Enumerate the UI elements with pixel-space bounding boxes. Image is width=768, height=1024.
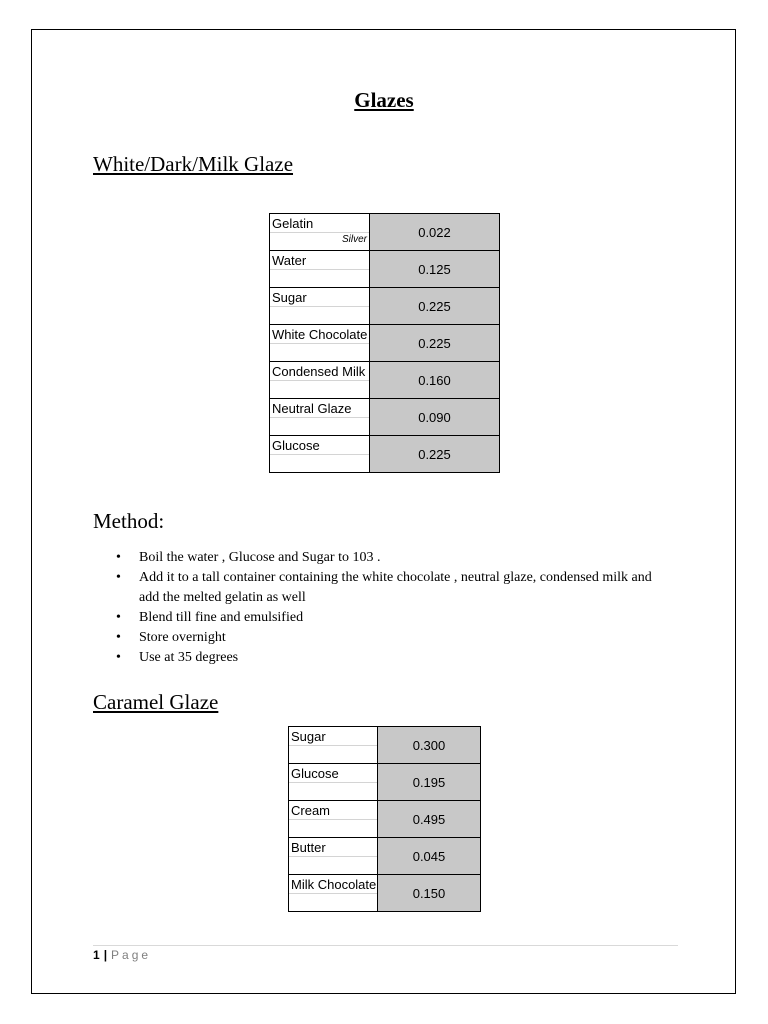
ingredient-name: Cream	[291, 803, 331, 818]
method-heading: Method:	[93, 509, 165, 533]
cell-divider	[289, 782, 377, 783]
ingredient-name: Sugar	[272, 290, 307, 305]
ingredient-cell	[270, 362, 370, 399]
ingredient-name: Water	[272, 253, 307, 268]
amount-cell: 0.225	[370, 325, 500, 362]
table-row	[270, 325, 500, 362]
cell-divider	[270, 417, 369, 418]
ingredient-name: Glucose	[291, 766, 339, 781]
method-step	[93, 568, 673, 608]
cell-divider	[289, 819, 377, 820]
ingredient-note: Silver	[341, 234, 367, 245]
amount-cell: 0.300	[378, 727, 481, 764]
caramel-glaze-heading-text: Caramel Glaze	[93, 690, 219, 714]
white-dark-milk-glaze-table	[269, 213, 500, 473]
table-row	[270, 362, 500, 399]
amount-cell: 0.195	[378, 764, 481, 801]
cell-divider	[289, 856, 377, 857]
ingredient-cell	[270, 251, 370, 288]
method-step-text: Add it to a tall container containing the white chocolate , neutral glaze, condensed milk and add the melted gelatin as well	[139, 570, 652, 605]
method-step-text: Use at 35 degrees	[139, 650, 239, 665]
bullet-icon: •	[116, 630, 121, 645]
bullet-icon: •	[116, 650, 121, 665]
page-number: 1	[93, 948, 100, 962]
footer-separator: |	[103, 948, 108, 962]
table-row	[289, 875, 481, 912]
amount-cell: 0.225	[370, 288, 500, 325]
table-row	[270, 399, 500, 436]
footer-divider	[93, 945, 678, 946]
cell-divider	[270, 343, 369, 344]
ingredient-name: Condensed Milk	[272, 364, 366, 379]
cell-divider	[289, 745, 377, 746]
document-title: Glazes	[354, 88, 414, 112]
ingredient-cell	[270, 436, 370, 473]
table-row	[270, 288, 500, 325]
white-dark-milk-glaze-heading	[93, 152, 293, 176]
page-word: Page	[111, 948, 152, 962]
table-row	[289, 727, 481, 764]
method-list	[93, 548, 673, 668]
table-row	[270, 436, 500, 473]
ingredient-name: Sugar	[291, 729, 326, 744]
amount-cell: 0.495	[378, 801, 481, 838]
cell-divider	[270, 306, 369, 307]
ingredient-cell	[270, 288, 370, 325]
table-row	[289, 838, 481, 875]
method-step	[93, 648, 673, 668]
ingredient-cell	[289, 727, 378, 764]
ingredient-cell	[289, 875, 378, 912]
method-step	[93, 628, 673, 648]
ingredient-name: White Chocolate	[272, 327, 368, 342]
cell-divider	[270, 454, 369, 455]
caramel-glaze-table	[288, 726, 481, 912]
ingredient-cell	[270, 399, 370, 436]
amount-cell: 0.090	[370, 399, 500, 436]
method-step-text: Store overnight	[139, 630, 226, 645]
ingredient-name: Glucose	[272, 438, 320, 453]
cell-divider	[289, 893, 377, 894]
white-dark-milk-glaze-heading-text: White/Dark/Milk Glaze	[93, 152, 294, 176]
cell-divider	[270, 380, 369, 381]
ingredient-name: Milk Chocolate	[291, 877, 377, 892]
ingredient-name: Gelatin	[272, 216, 314, 231]
method-step	[93, 608, 673, 628]
bullet-icon: •	[116, 610, 121, 625]
cell-divider	[270, 269, 369, 270]
ingredient-cell	[289, 801, 378, 838]
amount-cell: 0.160	[370, 362, 500, 399]
cell-divider	[270, 232, 369, 233]
caramel-glaze-heading	[93, 690, 218, 714]
page-footer	[93, 948, 151, 962]
table-row	[270, 214, 500, 251]
bullet-icon: •	[116, 570, 121, 585]
table-row	[289, 764, 481, 801]
amount-cell: 0.225	[370, 436, 500, 473]
method-step-text: Blend till fine and emulsified	[139, 610, 304, 625]
amount-cell: 0.150	[378, 875, 481, 912]
method-step-text: Boil the water , Glucose and Sugar to 103 .	[139, 550, 381, 565]
bullet-icon: •	[116, 550, 121, 565]
ingredient-cell	[270, 325, 370, 362]
ingredient-name: Neutral Glaze	[272, 401, 352, 416]
table-row	[270, 251, 500, 288]
amount-cell: 0.022	[370, 214, 500, 251]
table-row	[289, 801, 481, 838]
amount-cell: 0.045	[378, 838, 481, 875]
method-step	[93, 548, 673, 568]
ingredient-cell	[289, 764, 378, 801]
ingredient-cell	[289, 838, 378, 875]
ingredient-cell	[270, 214, 370, 251]
ingredient-name: Butter	[291, 840, 326, 855]
amount-cell: 0.125	[370, 251, 500, 288]
